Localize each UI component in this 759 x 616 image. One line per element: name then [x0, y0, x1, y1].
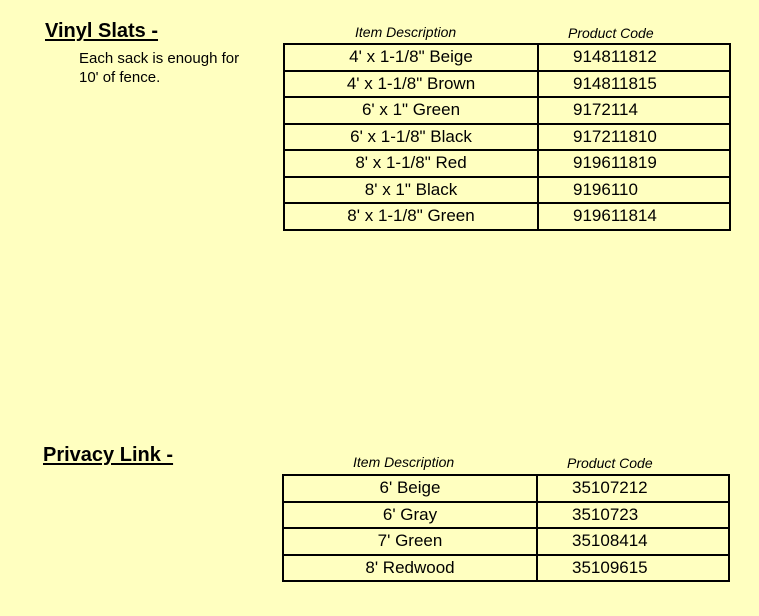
product-code: 9172114 — [538, 97, 730, 124]
table-row — [284, 71, 730, 98]
table-row — [283, 555, 729, 582]
table-row — [283, 528, 729, 555]
item-description: 4' x 1-1/8" Beige — [284, 44, 538, 71]
table-row — [284, 124, 730, 151]
item-description: 4' x 1-1/8" Brown — [284, 71, 538, 98]
table-row — [284, 150, 730, 177]
privacy-link-table — [282, 474, 730, 582]
product-code: 35107212 — [537, 475, 729, 502]
table-row — [283, 502, 729, 529]
product-code: 35108414 — [537, 528, 729, 555]
table-row — [284, 44, 730, 71]
privacy-description-header: Item Description — [353, 454, 455, 470]
vinyl-description-header: Item Description — [355, 24, 457, 40]
item-description: 6' Gray — [283, 502, 537, 529]
vinyl-slats-note: Each sack is enough for 10' of fence. — [79, 50, 240, 86]
table-row — [283, 475, 729, 502]
table-row — [284, 203, 730, 230]
vinyl-code-header: Product Code — [568, 25, 654, 41]
privacy-link-title: Privacy Link - — [43, 444, 174, 466]
product-code: 35109615 — [537, 555, 729, 582]
product-code: 9196110 — [538, 177, 730, 204]
item-description: 8' x 1-1/8" Green — [284, 203, 538, 230]
item-description: 6' Beige — [283, 475, 537, 502]
item-description: 7' Green — [283, 528, 537, 555]
product-code: 914811812 — [538, 44, 730, 71]
table-row — [284, 97, 730, 124]
item-description: 8' x 1-1/8" Red — [284, 150, 538, 177]
privacy-code-header: Product Code — [567, 455, 653, 471]
product-code: 919611819 — [538, 150, 730, 177]
product-code: 3510723 — [537, 502, 729, 529]
product-code: 914811815 — [538, 71, 730, 98]
product-code: 919611814 — [538, 203, 730, 230]
vinyl-slats-title: Vinyl Slats - — [45, 20, 159, 42]
table-row — [284, 177, 730, 204]
item-description: 8' x 1" Black — [284, 177, 538, 204]
vinyl-slats-table — [283, 43, 731, 231]
product-code: 917211810 — [538, 124, 730, 151]
item-description: 8' Redwood — [283, 555, 537, 582]
item-description: 6' x 1-1/8" Black — [284, 124, 538, 151]
item-description: 6' x 1" Green — [284, 97, 538, 124]
